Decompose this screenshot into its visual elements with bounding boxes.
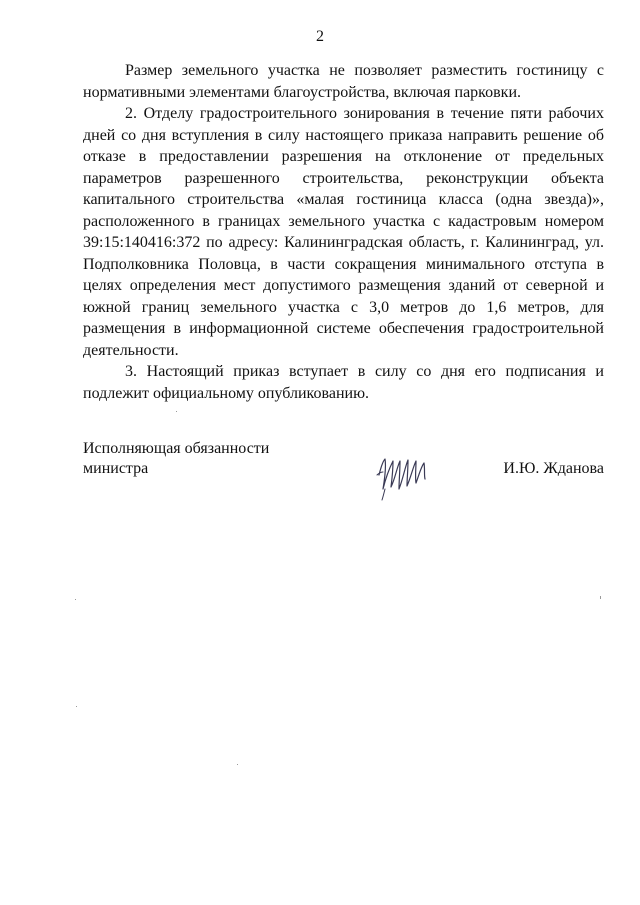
signatory-position	[83, 439, 269, 479]
document-body	[83, 60, 604, 404]
signatory-name: И.Ю. Жданова	[503, 460, 604, 477]
scan-speck	[75, 599, 76, 600]
scan-speck	[176, 411, 177, 412]
signatory-position-line-2: министра	[83, 460, 149, 477]
scan-speck	[600, 596, 601, 599]
page-number: 2	[316, 28, 324, 45]
signatory-position-line-1: Исполняющая обязанности	[83, 440, 270, 457]
paragraph-1: Размер земельного участка не позволяет разместить гостиницу с нормативными элементами благоустройства, включая парковки.	[83, 62, 604, 101]
paragraph-3: 3. Настоящий приказ вступает в силу со дня его подписания и подлежит официальному опубликованию.	[83, 363, 604, 402]
signature-block	[83, 439, 604, 509]
scan-speck	[237, 764, 238, 765]
handwritten-signature	[373, 445, 443, 501]
paragraph-2: 2. Отделу градостроительного зонирования в течение пяти рабочих дней со дня вступления в силу настоящего приказа направить решение об отказе в предоставлении разрешения на отклонение от предельных параметров разрешенного строительства, реконструкции объекта капитального строительства «малая гостиница класса (одна звезда)», расположенного в границах земельного участка с кадастровым номером 39:15:140416:372 по адресу: Калининградская область, г. Калининград, ул. Подполковника Половца, в части сокращения минимального отступа в целях определения мест допустимого размещения зданий от северной и южной границ земельного участка с 3,0 метров до 1,6 метров, для размещения в информационной системе обеспечения градостроительной деятельности.	[83, 105, 604, 359]
scan-speck	[76, 706, 77, 707]
